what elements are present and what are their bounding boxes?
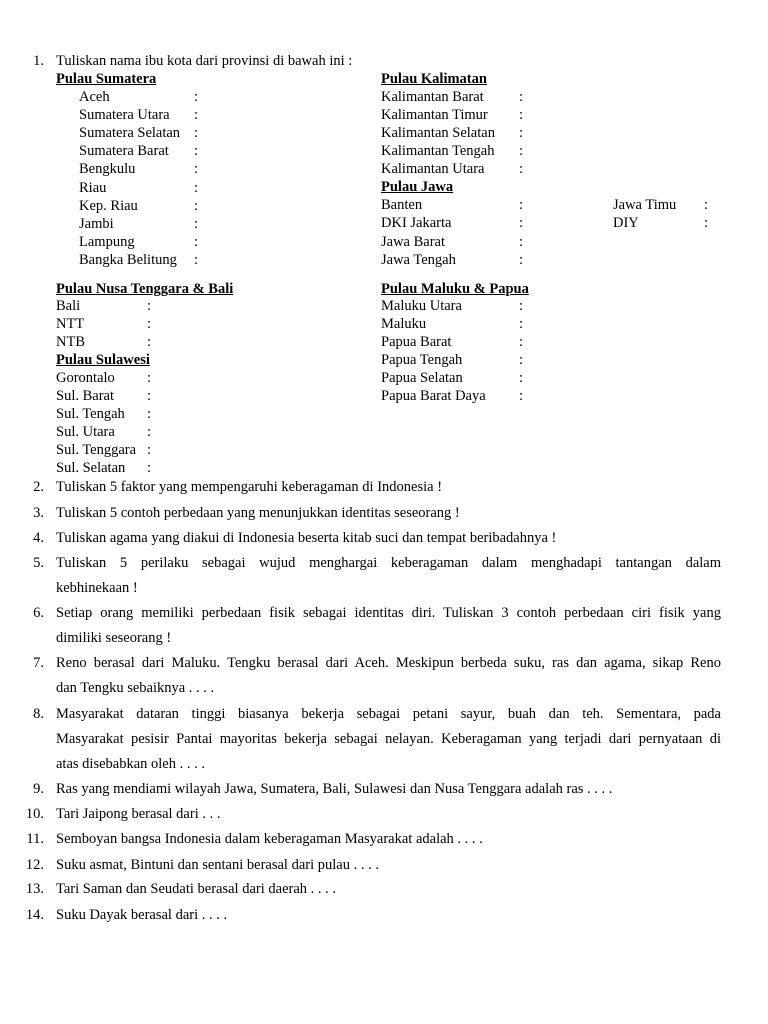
section-heading-jawa: Pulau Jawa (381, 179, 454, 195)
province-name: Riau (79, 179, 107, 196)
province-name: Bengkulu (79, 161, 136, 178)
answer-colon: : (194, 179, 199, 196)
question-text: Masyarakat dataran tinggi biasanya bekerja sebagai petani sayur, buah dan teh. Sementara, pada (56, 706, 721, 722)
question-text: Ras yang mendiami wilayah Jawa, Sumatera, Bali, Sulawesi dan Nusa Tenggara adalah ras . . . . (56, 781, 613, 797)
province-name: Bali (56, 298, 81, 314)
question-text: Tuliskan 5 contoh perbedaan yang menunjukkan identitas seseorang ! (56, 505, 460, 521)
question-number: 3. (33, 505, 44, 521)
answer-colon: : (194, 197, 199, 214)
question-number: 10. (25, 806, 44, 822)
province-name: Bangka Belitung (79, 251, 177, 268)
question-text: Tuliskan nama ibu kota dari provinsi di bawah ini : (56, 53, 353, 69)
province-name: Maluku Utara (381, 298, 462, 314)
province-name: Sumatera Utara (79, 107, 170, 124)
section-heading-maluku: Pulau Maluku & Papua (381, 281, 529, 297)
question-number: 2. (33, 479, 44, 495)
province-name: Banten (381, 197, 423, 213)
province-name: Kalimantan Utara (381, 161, 485, 177)
answer-colon: : (194, 215, 199, 232)
question-text: Suku Dayak berasal dari . . . . (56, 907, 228, 923)
province-name: Sul. Barat (56, 388, 114, 404)
answer-colon: : (519, 334, 524, 350)
province-name: Jawa Timu (613, 197, 677, 213)
answer-colon: : (147, 388, 152, 404)
question-number: 13. (25, 881, 44, 897)
answer-colon: : (194, 251, 199, 268)
answer-colon: : (519, 215, 524, 232)
question-text: atas disebabkan oleh . . . . (56, 756, 205, 772)
province-name: Jawa Tengah (381, 251, 456, 268)
answer-colon: : (194, 161, 199, 178)
province-name: Papua Barat Daya (381, 388, 486, 404)
question-text: Tari Jaipong berasal dari . . . (56, 806, 221, 822)
section-heading-kalimantan: Pulau Kalimatan (381, 71, 487, 87)
answer-colon: : (147, 442, 152, 458)
question-number: 6. (33, 605, 44, 621)
answer-colon: : (194, 107, 199, 124)
question-number: 9. (33, 781, 44, 797)
answer-colon: : (147, 406, 152, 422)
question-text: dan Tengku sebaiknya . . . . (56, 680, 215, 696)
answer-colon: : (519, 316, 524, 332)
question-number: 5. (33, 555, 44, 571)
answer-colon: : (519, 143, 524, 159)
province-name: NTT (56, 316, 85, 332)
answer-colon: : (194, 143, 199, 160)
province-name: Kalimantan Timur (381, 107, 488, 123)
province-name: Jawa Barat (381, 233, 446, 250)
question-number: 14. (25, 907, 44, 923)
province-name: Sul. Tengah (56, 406, 125, 422)
answer-colon: : (519, 352, 524, 368)
answer-colon: : (194, 233, 199, 250)
province-name: Gorontalo (56, 370, 115, 386)
question-text: dimiliki seseorang ! (56, 630, 172, 646)
answer-colon: : (147, 316, 152, 332)
province-name: Kalimantan Tengah (381, 143, 495, 159)
question-text: Tuliskan 5 faktor yang mempengaruhi keberagaman di Indonesia ! (56, 479, 443, 495)
answer-colon: : (519, 388, 524, 404)
question-number: 11. (26, 831, 44, 847)
answer-colon: : (519, 125, 524, 141)
question-number: 12. (25, 857, 44, 873)
answer-colon: : (519, 233, 524, 250)
answer-colon: : (704, 197, 709, 213)
question-number: 1. (33, 53, 44, 69)
section-heading-sumatera: Pulau Sumatera (56, 71, 157, 87)
question-number: 7. (33, 655, 44, 671)
answer-colon: : (147, 370, 152, 386)
section-heading-sulawesi: Pulau Sulawesi (56, 352, 150, 368)
province-name: Papua Tengah (381, 352, 463, 368)
province-name: Kalimantan Barat (381, 89, 484, 105)
answer-colon: : (147, 298, 152, 314)
province-name: Lampung (79, 233, 135, 250)
question-text: Masyarakat pesisir Pantai mayoritas bekerja sebagai nelayan. Keberagaman yang terjadi dari pernyataan di (56, 731, 721, 747)
question-text: Semboyan bangsa Indonesia dalam keberagaman Masyarakat adalah . . . . (56, 831, 483, 847)
province-name: Sumatera Selatan (79, 125, 181, 142)
answer-colon: : (704, 215, 709, 232)
question-text: Suku asmat, Bintuni dan sentani berasal dari pulau . . . . (56, 857, 379, 873)
question-text: Tuliskan agama yang diakui di Indonesia beserta kitab suci dan tempat beribadahnya ! (56, 530, 557, 546)
province-name: Sul. Utara (56, 424, 115, 440)
question-text: kebhinekaan ! (56, 580, 138, 596)
answer-colon: : (147, 424, 152, 440)
province-name: Jambi (79, 215, 114, 232)
answer-colon: : (519, 107, 524, 123)
answer-colon: : (519, 197, 524, 213)
province-name: Kalimantan Selatan (381, 125, 495, 141)
province-name: Aceh (79, 89, 110, 105)
answer-colon: : (519, 298, 524, 314)
province-name: Maluku (381, 316, 427, 332)
answer-colon: : (147, 460, 152, 476)
question-text: Tari Saman dan Seudati berasal dari daerah . . . . (56, 881, 337, 897)
answer-colon: : (519, 251, 524, 268)
province-name: Sul. Tenggara (56, 442, 137, 458)
province-name: Sumatera Barat (79, 143, 169, 160)
province-name: Kep. Riau (79, 197, 138, 214)
answer-colon: : (519, 370, 524, 386)
question-text: Setiap orang memiliki perbedaan fisik sebagai identitas diri. Tuliskan 3 contoh perbedaan ciri fisik yang (56, 605, 721, 621)
province-name: Papua Barat (381, 334, 452, 350)
question-text: Reno berasal dari Maluku. Tengku berasal dari Aceh. Meskipun berbeda suku, ras dan agama, sikap Reno (56, 655, 721, 671)
province-name: DKI Jakarta (381, 215, 452, 232)
answer-colon: : (194, 125, 199, 142)
province-name: Sul. Selatan (56, 460, 126, 476)
question-number: 4. (33, 530, 44, 546)
question-text: Tuliskan 5 perilaku sebagai wujud menghargai keberagaman dalam menghadapi tantangan dalam (56, 555, 721, 571)
question-number: 8. (33, 706, 44, 722)
answer-colon: : (147, 334, 152, 350)
answer-colon: : (519, 161, 524, 177)
answer-colon: : (519, 89, 524, 105)
province-name: NTB (56, 334, 85, 350)
section-heading-nusa: Pulau Nusa Tenggara & Bali (56, 281, 234, 297)
answer-colon: : (194, 89, 199, 105)
province-name: DIY (613, 215, 639, 232)
province-name: Papua Selatan (381, 370, 463, 386)
